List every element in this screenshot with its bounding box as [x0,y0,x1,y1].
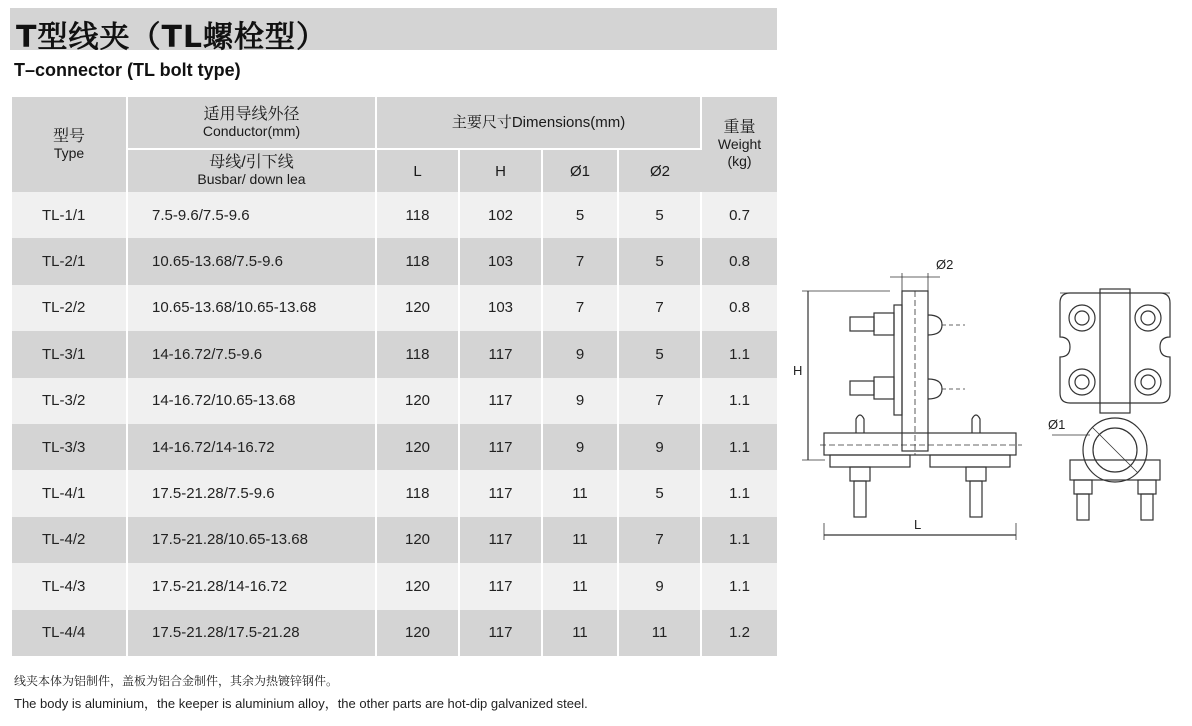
cell-H: 103 [459,285,542,331]
cell-L: 120 [376,610,459,656]
cell-L: 118 [376,331,459,377]
cell-d2: 5 [618,238,701,284]
cell-d2: 5 [618,470,701,516]
cell-conductor: 10.65-13.68/7.5-9.6 [127,238,376,284]
cell-d2: 7 [618,517,701,563]
cell-d1: 9 [542,331,618,377]
cell-conductor: 17.5-21.28/7.5-9.6 [127,470,376,516]
cell-L: 120 [376,378,459,424]
cell-H: 117 [459,563,542,609]
cell-type: TL-4/2 [12,517,127,563]
table-row [12,610,777,656]
cell-conductor: 17.5-21.28/17.5-21.28 [127,610,376,656]
cell-H: 117 [459,424,542,470]
header-busbar: 母线/引下线 Busbar/ down lea [127,149,376,192]
label-d1: Ø1 [1048,417,1066,432]
cell-d2: 9 [618,424,701,470]
cell-d1: 7 [542,285,618,331]
table-row [12,238,777,284]
cell-L: 120 [376,563,459,609]
table-row [12,424,777,470]
cell-type: TL-1/1 [12,192,127,238]
header-type: 型号 Type [12,97,127,192]
cell-d1: 11 [542,470,618,516]
cell-conductor: 10.65-13.68/10.65-13.68 [127,285,376,331]
cell-type: TL-2/2 [12,285,127,331]
cell-L: 120 [376,424,459,470]
front-view [1052,289,1170,520]
cell-L: 120 [376,517,459,563]
cell-d1: 5 [542,192,618,238]
cell-d1: 11 [542,610,618,656]
cell-conductor: 14-16.72/10.65-13.68 [127,378,376,424]
header-dimensions: 主要尺寸Dimensions(mm) [376,97,701,149]
header-d2: Ø2 [618,149,701,192]
header-conductor: 适用导线外径 Conductor(mm) [127,97,376,149]
cell-conductor: 14-16.72/7.5-9.6 [127,331,376,377]
cell-conductor: 14-16.72/14-16.72 [127,424,376,470]
cell-type: TL-3/2 [12,378,127,424]
table-row [12,192,777,238]
cell-weight: 0.8 [701,238,777,284]
material-note-en: The body is aluminium，the keeper is aluminium alloy，the other parts are hot-dip galvanized steel. [14,696,588,711]
cell-L: 118 [376,470,459,516]
cell-weight: 1.1 [701,331,777,377]
cell-type: TL-4/4 [12,610,127,656]
cell-H: 117 [459,610,542,656]
page-title: T型线夹（TL螺栓型） [16,20,328,55]
cell-type: TL-4/1 [12,470,127,516]
cell-H: 117 [459,378,542,424]
cell-d2: 7 [618,285,701,331]
cell-d2: 5 [618,192,701,238]
cell-type: TL-2/1 [12,238,127,284]
cell-d1: 11 [542,563,618,609]
cell-H: 103 [459,238,542,284]
label-L: L [914,517,922,532]
cell-conductor: 17.5-21.28/10.65-13.68 [127,517,376,563]
table-row [12,563,777,609]
material-note-cn: 线夹本体为铝制件，盖板为铝合金制件，其余为热镀锌钢件。 [14,674,339,688]
table-row [12,331,777,377]
cell-H: 117 [459,331,542,377]
cell-d2: 9 [618,563,701,609]
cell-L: 120 [376,285,459,331]
header-H: H [459,149,542,192]
cell-H: 102 [459,192,542,238]
cell-weight: 1.2 [701,610,777,656]
cell-L: 118 [376,238,459,284]
table-row [12,517,777,563]
cell-type: TL-3/1 [12,331,127,377]
page-subtitle: T–connector (TL bolt type) [14,60,241,80]
cell-H: 117 [459,517,542,563]
cell-conductor: 7.5-9.6/7.5-9.6 [127,192,376,238]
cell-d1: 9 [542,424,618,470]
cell-weight: 1.1 [701,378,777,424]
header-weight: 重量 Weight (kg) [701,97,777,192]
cell-weight: 1.1 [701,424,777,470]
label-H: H [793,363,803,378]
label-d2: Ø2 [936,257,954,272]
cell-L: 118 [376,192,459,238]
cell-weight: 1.1 [701,517,777,563]
table-row [12,285,777,331]
cell-type: TL-3/3 [12,424,127,470]
cell-weight: 1.1 [701,470,777,516]
cell-d1: 9 [542,378,618,424]
cell-d1: 11 [542,517,618,563]
cell-conductor: 17.5-21.28/14-16.72 [127,563,376,609]
cell-d1: 7 [542,238,618,284]
cell-d2: 7 [618,378,701,424]
cell-weight: 1.1 [701,563,777,609]
table-row [12,470,777,516]
header-L: L [376,149,459,192]
table-row [12,378,777,424]
header-d1: Ø1 [542,149,618,192]
cell-weight: 0.8 [701,285,777,331]
cell-type: TL-4/3 [12,563,127,609]
cell-d2: 5 [618,331,701,377]
connector-drawing [790,255,1180,555]
cell-d2: 11 [618,610,701,656]
side-view [802,273,1022,540]
spec-table [12,97,777,656]
cell-H: 117 [459,470,542,516]
cell-weight: 0.7 [701,192,777,238]
